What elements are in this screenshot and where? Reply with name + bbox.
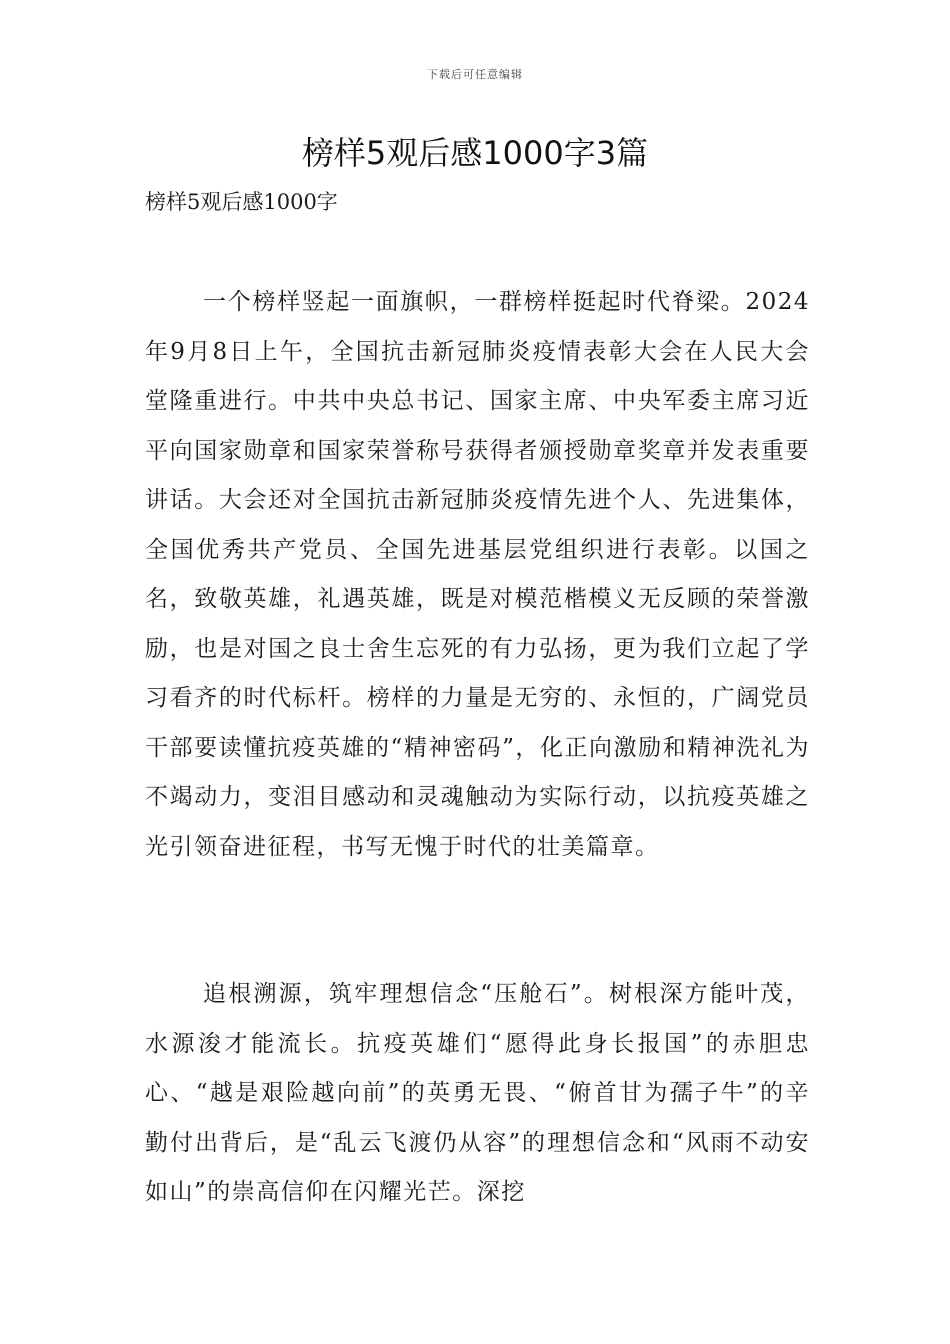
body-paragraph-2: 追根溯源，筑牢理想信念“压舱石”。树根深方能叶茂，水源浚才能流长。抗疫英雄们“愿得此身长报国”的赤胆忠心、“越是艰险越向前”的英勇无畏、“俯首甘为孺子牛”的辛勤付出背后，是“乱云飞渡仍从容”的理想信念和“风雨不动安如山”的崇高信仰在闪耀光芒。深挖	[145, 981, 810, 1205]
body-paragraph-1: 一个榜样竖起一面旗帜，一群榜样挺起时代脊梁。2024年9月8日上午，全国抗击新冠肺炎疫情表彰大会在人民大会堂隆重进行。中共中央总书记、国家主席、中央军委主席习近平向国家勋章和国家荣誉称号获得者颁授勋章奖章并发表重要讲话。大会还对全国抗击新冠肺炎疫情先进个人、先进集体，全国优秀共产党员、全国先进基层党组织进行表彰。以国之名，致敬英雄，礼遇英雄，既是对模范楷模义无反顾的荣誉激励，也是对国之良士舍生忘死的有力弘扬，更为我们立起了学习看齐的时代标杆。榜样的力量是无穷的、永恒的，广阔党员干部要读懂抗疫英雄的“精神密码”，化正向激励和精神洗礼为不竭动力，变泪目感动和灵魂触动为实际行动，以抗疫英雄之光引领奋进征程，书写无愧于时代的壮美篇章。	[145, 289, 810, 860]
header-note: 下载后可任意编辑	[427, 68, 523, 81]
document-title: 榜样5观后感1000字3篇	[301, 134, 649, 172]
document-subtitle: 榜样5观后感1000字	[145, 190, 338, 214]
